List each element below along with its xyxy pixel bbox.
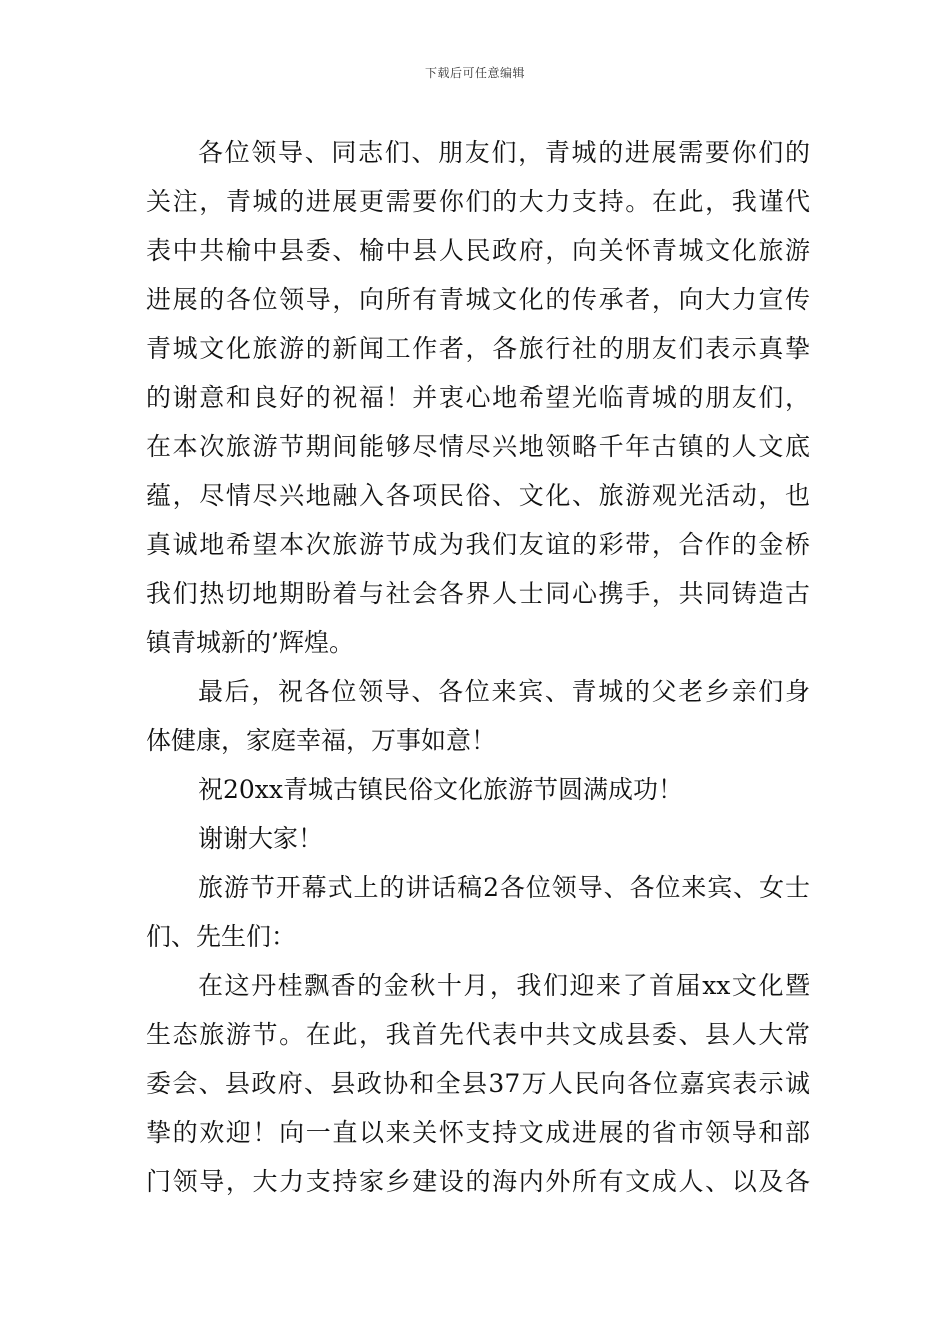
- text-line: 镇青城新的’辉煌。: [146, 628, 354, 657]
- text-line: 门领导，大力支持家乡建设的海内外所有文成人、以及各: [146, 1167, 810, 1196]
- text-line: 旅游节开幕式上的讲话稿2各位领导、各位来宾、女士: [198, 873, 810, 902]
- text-line: 谢谢大家！: [198, 824, 324, 853]
- text-line: 表中共榆中县委、榆中县人民政府，向关怀青城文化旅游: [146, 236, 810, 265]
- text-line: 在这丹桂飘香的金秋十月，我们迎来了首届xx文化暨: [198, 971, 810, 1000]
- text-line: 体健康，家庭幸福，万事如意！: [146, 726, 497, 755]
- text-line: 蕴，尽情尽兴地融入各项民俗、文化、旅游观光活动，也: [146, 481, 810, 510]
- text-line: 的谢意和良好的祝福！并衷心地希望光临青城的朋友们，: [146, 383, 810, 412]
- text-line: 各位领导、同志们、朋友们，青城的进展需要你们的: [198, 138, 810, 167]
- header-note: 下载后可任意编辑: [424, 66, 525, 80]
- text-line: 在本次旅游节期间能够尽情尽兴地领略千年古镇的人文底: [146, 432, 810, 461]
- text-line: 关注，青城的进展更需要你们的大力支持。在此，我谨代: [146, 187, 810, 216]
- document-body: [146, 128, 810, 1206]
- text-line: 们、先生们：: [146, 922, 297, 951]
- text-line: 祝20xx青城古镇民俗文化旅游节圆满成功！: [198, 775, 684, 804]
- text-line: 进展的各位领导，向所有青城文化的传承者，向大力宣传: [146, 285, 810, 314]
- text-line: 委会、县政府、县政协和全县37万人民向各位嘉宾表示诚: [146, 1069, 810, 1098]
- text-line: 青城文化旅游的新闻工作者，各旅行社的朋友们表示真挚: [146, 334, 810, 363]
- text-line: 我们热切地期盼着与社会各界人士同心携手，共同铸造古: [146, 579, 810, 608]
- text-line: 最后，祝各位领导、各位来宾、青城的父老乡亲们身: [198, 677, 810, 706]
- text-line: 生态旅游节。在此，我首先代表中共文成县委、县人大常: [146, 1020, 810, 1049]
- text-line: 真诚地希望本次旅游节成为我们友谊的彩带，合作的金桥: [146, 530, 810, 559]
- text-line: 挚的欢迎！向一直以来关怀支持文成进展的省市领导和部: [146, 1118, 810, 1147]
